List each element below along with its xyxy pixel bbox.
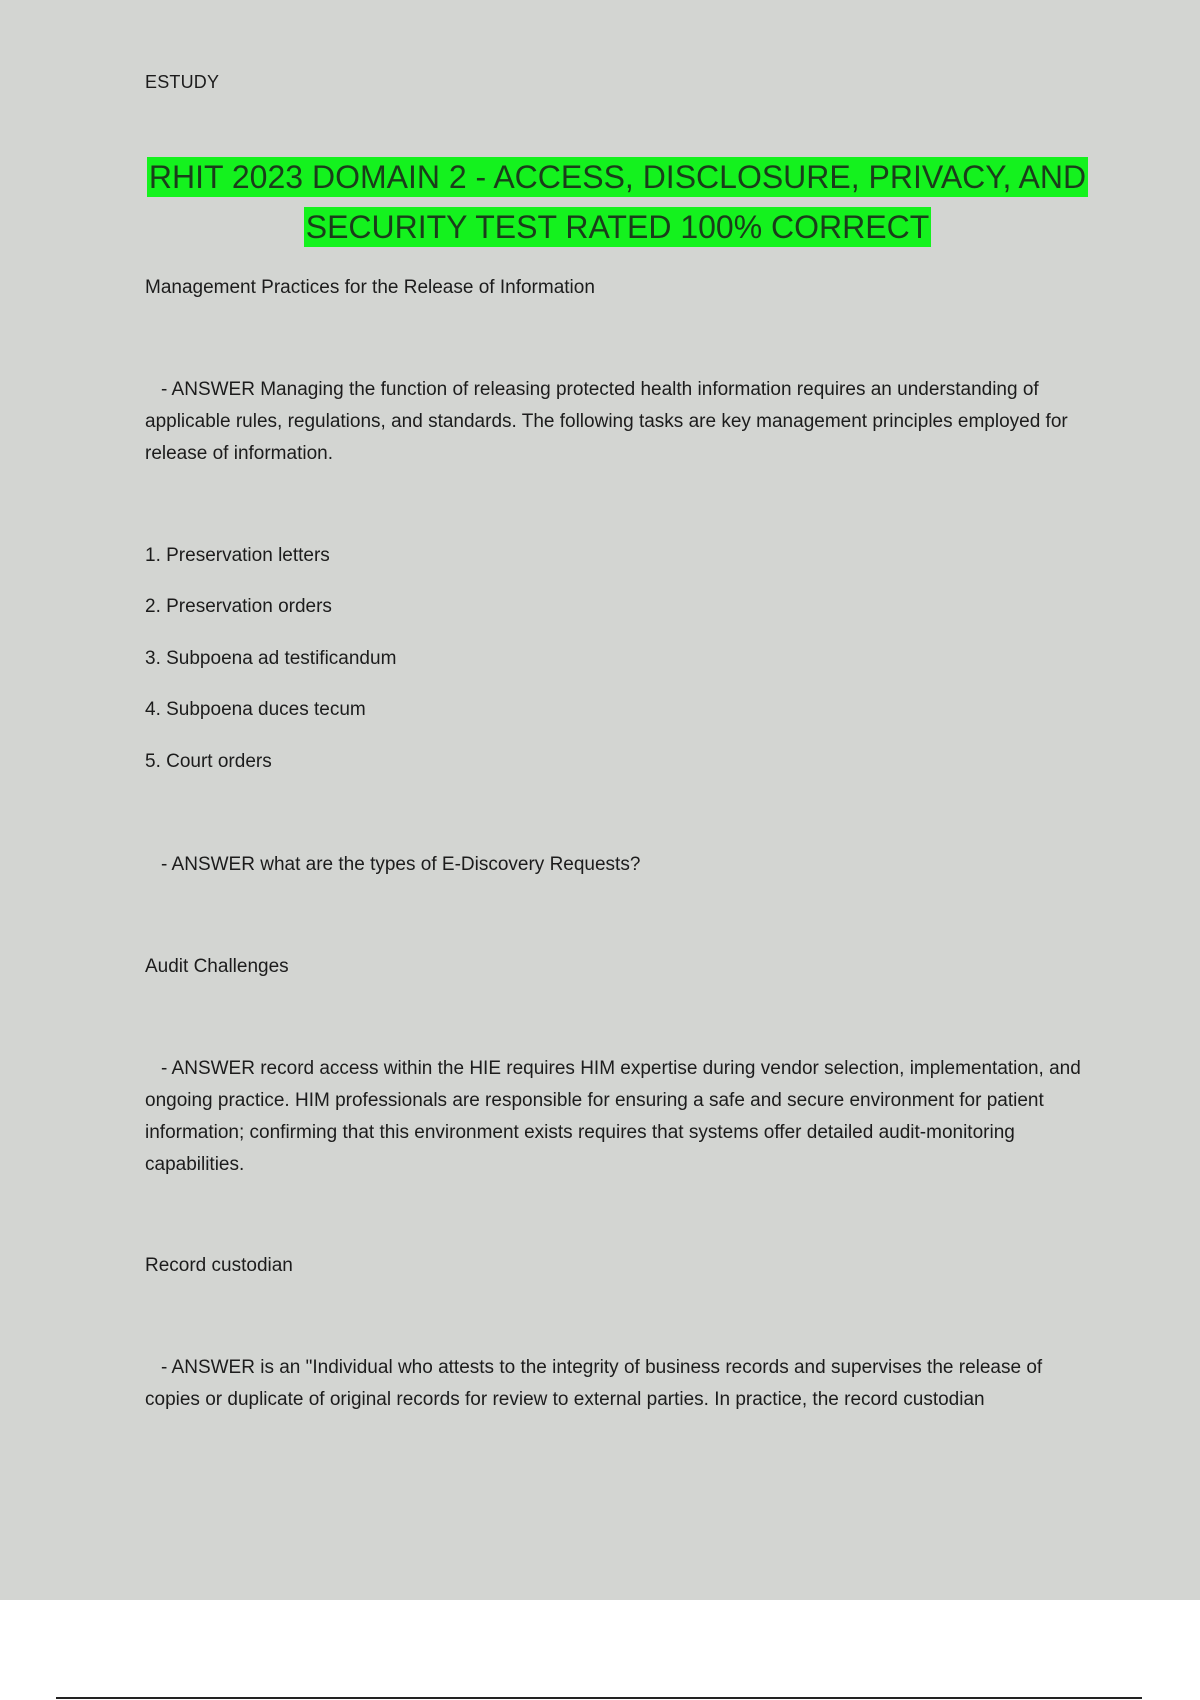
header-label: ESTUDY (145, 72, 220, 92)
question-release-of-information: Management Practices for the Release of Information (145, 277, 595, 298)
answer-release-of-information: - ANSWER Managing the function of releasing protected health information requires an understanding of applicable rules, regulations, and standards. The following tasks are key management principles employed for release of information. (145, 379, 1068, 464)
footer-divider (56, 1697, 1142, 1699)
answer-e-discovery: - ANSWER what are the types of E-Discovery Requests? (161, 854, 641, 875)
list-item: 2. Preservation orders (145, 596, 332, 617)
answer-audit-challenges: - ANSWER record access within the HIE requires HIM expertise during vendor selection, implementation, and ongoing practice. HIM professionals are responsible for ensuring a safe and secure environment for patient information; confirming that this environment exists requires that systems offer detailed audit-monitoring capabilities. (145, 1058, 1081, 1175)
list-item: 1. Preservation letters (145, 545, 330, 566)
document-title (120, 152, 1115, 252)
question-record-custodian: Record custodian (145, 1255, 293, 1276)
answer-record-custodian: - ANSWER is an "Individual who attests to the integrity of business records and supervises the release of copies or duplicate of original records for review to external parties. In practice, the record custodian (145, 1357, 1043, 1410)
list-item: 3. Subpoena ad testificandum (145, 648, 397, 669)
list-item: 5. Court orders (145, 751, 272, 772)
title-line-2: SECURITY TEST RATED 100% CORRECT (305, 209, 930, 245)
question-audit-challenges: Audit Challenges (145, 956, 289, 977)
title-line-1: RHIT 2023 DOMAIN 2 - ACCESS, DISCLOSURE, PRIVACY, AND (148, 159, 1087, 195)
list-item: 4. Subpoena duces tecum (145, 699, 366, 720)
